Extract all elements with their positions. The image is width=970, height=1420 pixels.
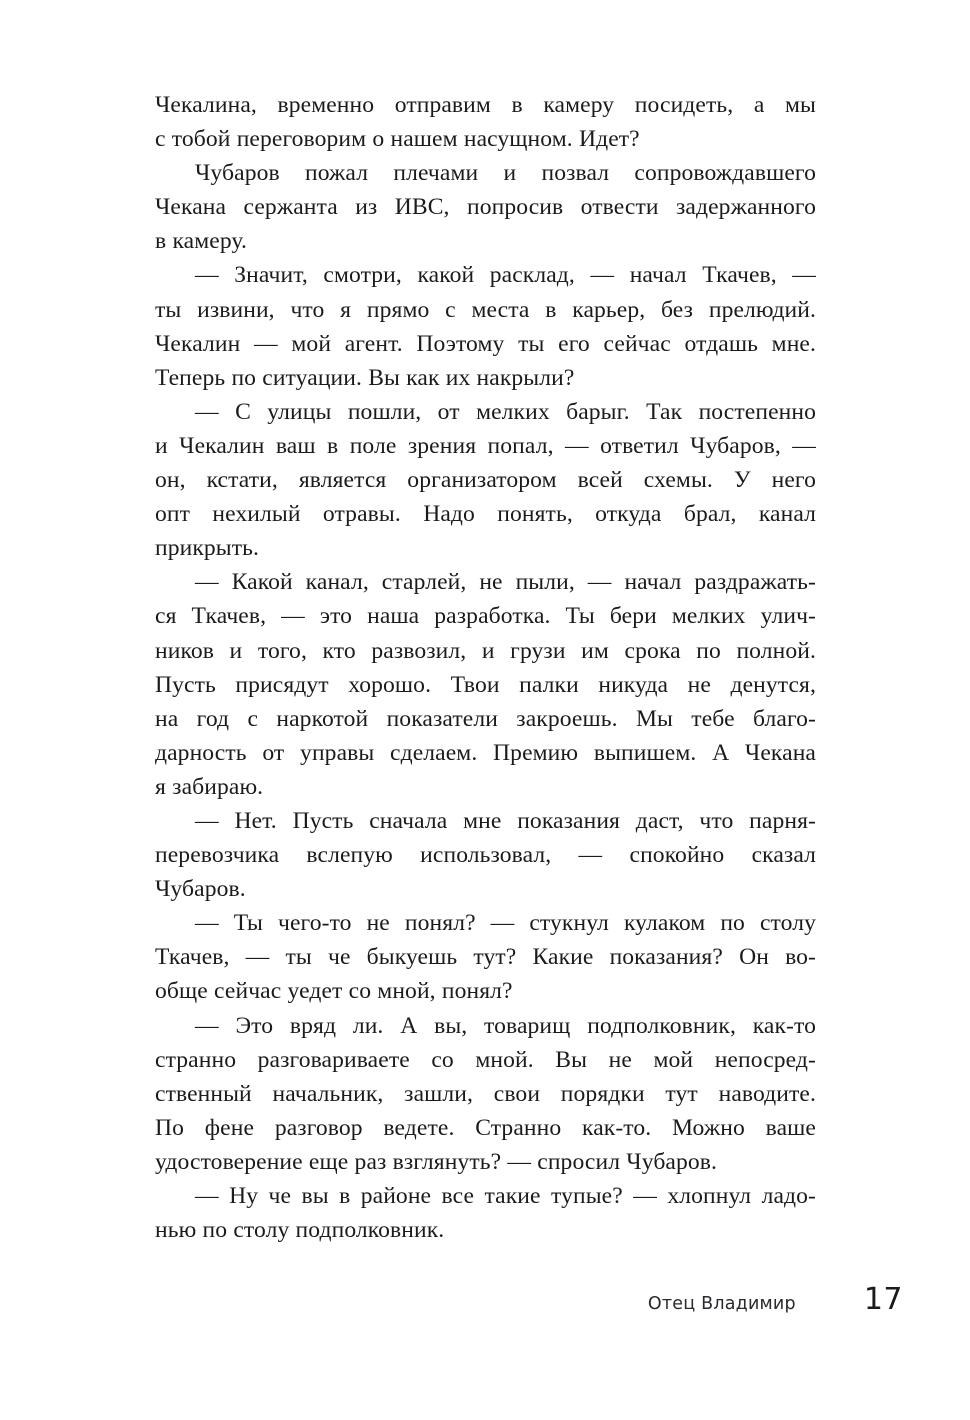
text-line: — Нет. Пусть сначала мне показания даст, что парня- <box>195 807 816 834</box>
text-line: удостоверение еще раз взглянуть? — спросил Чубаров. <box>155 1148 718 1175</box>
paragraph <box>155 88 816 156</box>
text-line: Чекалина, временно отправим в камеру посидеть, а мы <box>155 92 816 118</box>
text-line: и Чекалин ваш в поле зрения попал, — ответил Чубаров, — <box>155 432 816 459</box>
text-line: дарность от управы сделаем. Премию выпишем. А Чекана <box>155 739 816 766</box>
text-line: он, кстати, является организатором всей схемы. У него <box>155 467 816 494</box>
text-line: — Какой канал, старлей, не пыли, — начал раздражать- <box>195 569 816 596</box>
text-line: Пусть присядут хорошо. Твои палки никуда не денутся, <box>155 671 816 698</box>
text-line: опт нехилый отравы. Надо понять, откуда брал, канал <box>155 501 816 528</box>
paragraph <box>155 565 816 804</box>
text-line: в камеру. <box>155 228 247 255</box>
text-line: ся Ткачев, — это наша разработка. Ты бери мелких улич- <box>155 603 816 630</box>
text-line: — Это вряд ли. А вы, товарищ подполковник, как-то <box>195 1012 816 1039</box>
text-line: обще сейчас уедет со мной, понял? <box>155 978 513 1005</box>
body-text-block <box>155 88 816 1247</box>
text-line: с тобой переговорим о нашем насущном. Идет? <box>155 126 640 153</box>
paragraph <box>155 1179 816 1247</box>
paragraph <box>155 395 816 565</box>
page-number: 17 <box>863 1282 903 1317</box>
text-line: Чекалин — мой агент. Поэтому ты его сейчас отдашь мне. <box>155 330 816 357</box>
text-line: я забираю. <box>155 773 264 800</box>
text-line: — Ну че вы в районе все такие тупые? — хлопнул ладо- <box>195 1183 816 1209</box>
paragraph <box>155 906 816 1008</box>
text-line: По фене разговор ведете. Странно как-то. Можно ваше <box>155 1114 816 1141</box>
text-line: Чубаров пожал плечами и позвал сопровождавшего <box>195 160 816 187</box>
text-line: — Значит, смотри, какой расклад, — начал Ткачев, — <box>195 262 816 289</box>
text-line: ников и того, кто развозил, и грузи им срока по полной. <box>155 637 816 664</box>
running-head: Отец Владимир <box>647 1294 796 1314</box>
text-line: ственный начальник, зашли, свои порядки тут наводите. <box>155 1080 816 1107</box>
text-line: на год с наркотой показатели закроешь. Мы тебе благо- <box>155 705 816 732</box>
text-line: Теперь по ситуации. Вы как их накрыли? <box>155 364 575 391</box>
text-line: странно разговариваете со мной. Вы не мой непосред- <box>155 1046 816 1073</box>
paragraph <box>155 156 816 258</box>
text-line: ты извини, что я прямо с места в карьер, без прелюдий. <box>155 296 816 323</box>
paragraph <box>155 1009 816 1179</box>
text-line: прикрыть. <box>155 535 260 562</box>
text-line: Ткачев, — ты че быкуешь тут? Какие показания? Он во- <box>155 944 816 971</box>
text-line: Чекана сержанта из ИВС, попросив отвести задержанного <box>155 194 816 221</box>
paragraph <box>155 804 816 906</box>
paragraph <box>155 258 816 394</box>
text-line: нью по столу подполковник. <box>155 1217 445 1244</box>
text-line: перевозчика вслепую использовал, — спокойно сказал <box>155 842 816 869</box>
text-line: — Ты чего-то не понял? — стукнул кулаком по столу <box>195 910 816 937</box>
text-line: — С улицы пошли, от мелких барыг. Так постепенно <box>195 398 816 425</box>
text-line: Чубаров. <box>155 876 246 903</box>
page-footer <box>155 1282 903 1317</box>
